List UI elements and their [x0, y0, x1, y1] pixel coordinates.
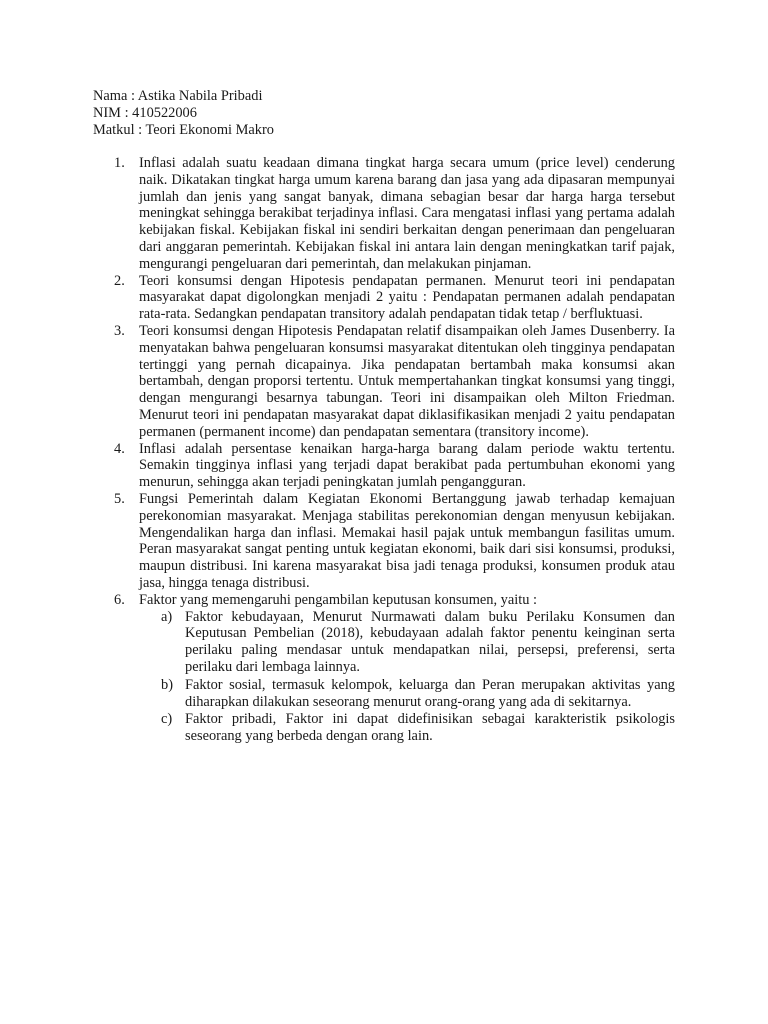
factor-item-c [161, 711, 675, 745]
document-header [93, 88, 693, 138]
answer-item-6 [114, 592, 675, 745]
answer-item-2 [114, 273, 675, 323]
item-text: Inflasi adalah suatu keadaan dimana tingkat harga secara umum (price level) cenderung naik. Dikatakan tingkat harga umum karena barang dan jasa yang ada dipasaran mempunyai jumlah dan jenis yang sangat banyak, dimana sebagian besar dar harga harga tersebut meningkat sehingga berakibat terjadinya inflasi. Cara mengatasi inflasi yang pertama adalah kebijakan fiskal. Kebijakan fiskal ini sendiri berkaitan dengan penerimaan dan pengeluaran dari anggaran pemerintah. Kebijakan fiskal ini antara lain dengan meningkatkan tarif pajak, mengurangi pengeluaran dari pemerintah, dan melakukan pinjaman. [139, 155, 675, 272]
factor-item-a [161, 609, 675, 676]
item-number: 1. [114, 155, 125, 171]
item-number: 3. [114, 322, 125, 339]
subitem-letter: c) [161, 711, 173, 728]
answer-item-3 [114, 323, 675, 441]
item-number: 4. [114, 440, 125, 457]
course-name: Matkul : Teori Ekonomi Makro [93, 121, 274, 138]
item-text: Faktor yang memengaruhi pengambilan keputusan konsumen, yaitu : [139, 591, 538, 608]
item-text: Teori konsumsi dengan Hipotesis Pendapatan relatif disampaikan oleh James Dusenberry. Ia menyatakan bahwa pengeluaran konsumsi masyarakat ditentukan oleh tingginya pendapatan tertinggi yang pernah dicapainya. Jika pendapatan bertambah maka konsumsi akan bertambah, dengan proporsi tertentu. Untuk mempertahankan tingkat konsumsi yang tinggi, dengan mengurangi besarnya tabungan. Teori ini disampaikan oleh Milton Friedman. Menurut teori ini pendapatan masyarakat dapat diklasifikasikan menjadi 2 yaitu pendapatan permanen (permanent income) dan pendapatan sementara (transitory income). [139, 322, 675, 440]
item-text: Fungsi Pemerintah dalam Kegiatan Ekonomi Bertanggung jawab terhadap kemajuan perekonomian masyarakat. Menjaga stabilitas perekonomian dengan menyusun kebijakan. Mengendalikan harga dan inflasi. Memakai hasil pajak untuk membangun fasilitas umum. Peran masyarakat sangat penting untuk kegiatan ekonomi, baik dari sisi konsumsi, produksi, maupun distribusi. Ini karena masyarakat bisa jadi tenaga produksi, konsumen produk atau jasa, hingga tenaga distribusi. [139, 490, 675, 591]
subitem-text: Faktor kebudayaan, Menurut Nurmawati dalam buku Perilaku Konsumen dan Keputusan Pembelian (2018), kebudayaan adalah faktor penentu keinginan serta perilaku paling mendasar untuk mendapatkan nilai, persepsi, preferensi, serta perilaku dari lembaga lainnya. [185, 608, 675, 675]
student-name: Nama : Astika Nabila Pribadi [93, 88, 263, 104]
student-nim: NIM : 410522006 [93, 104, 197, 121]
answer-item-4 [114, 441, 675, 491]
answer-item-5 [114, 491, 675, 592]
answer-list [114, 155, 675, 746]
subitem-text: Faktor sosial, termasuk kelompok, keluarga dan Peran merupakan aktivitas yang diharapkan dilakukan seseorang menurut orang-orang yang ada di sekitarnya. [185, 676, 675, 710]
item-text: Inflasi adalah persentase kenaikan harga-harga barang dalam periode waktu tertentu. Semakin tingginya inflasi yang terjadi dapat berakibat pada pertumbuhan ekonomi yang menurun, sehingga akan terjadi peningkatan jumlah pengangguran. [139, 440, 675, 491]
item-number: 6. [114, 591, 125, 608]
item-text: Teori konsumsi dengan Hipotesis pendapatan permanen. Menurut teori ini pendapatan masyarakat dapat digolongkan menjadi 2 yaitu : Pendapatan permanen adalah pendapatan rata-rata. Sedangkan pendapatan transitory adalah pendapatan tidak tetap / berfluktuasi. [139, 272, 675, 323]
factor-item-b [161, 677, 675, 711]
item-number: 2. [114, 272, 125, 289]
factor-list [161, 609, 675, 745]
answer-item-1 [114, 155, 675, 273]
subitem-text: Faktor pribadi, Faktor ini dapat didefinisikan sebagai karakteristik psikologis seseorang yang berbeda dengan orang lain. [185, 711, 675, 745]
subitem-letter: a) [161, 608, 173, 625]
item-number: 5. [114, 490, 125, 507]
subitem-letter: b) [161, 676, 173, 693]
